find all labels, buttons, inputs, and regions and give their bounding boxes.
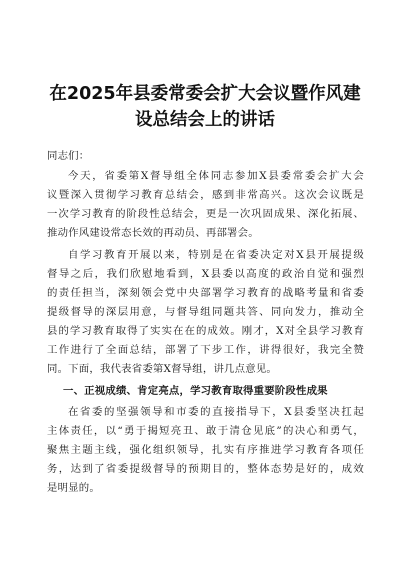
paragraph-2-line-5: 县的学习教育取得了实实在在的成效。刚才，X对全县学习教育	[47, 325, 364, 337]
paragraph-3-line-1: 在省委的坚强领导和市委的直接指导下，X县委坚决扛起	[68, 406, 364, 418]
salutation: 同志们：	[47, 150, 90, 162]
title-line-1: 在2025年县委常委会扩大会议暨作风建	[49, 84, 361, 104]
paragraph-2-line-6: 工作进行了全面总结，部署了下步工作，讲得很好，我完全赞	[47, 344, 364, 356]
paragraph-2-line-1: 自学习教育开展以来，特别是在省委决定对X县开展提级	[68, 249, 364, 261]
paragraph-2-line-7: 同。下面，我代表省委第X督导组，讲几点意见。	[47, 363, 277, 375]
paragraph-2-line-2: 督导之后，我们欣慰地看到，X县委以高度的政治自觉和强烈	[47, 268, 364, 280]
paragraph-3-line-3: 聚焦主题主线，强化组织领导，扎实有序推进学习教育各项任	[47, 444, 364, 456]
section-heading: 一、正视成绩、肯定亮点，学习教育取得重要阶段性成果	[63, 385, 328, 397]
paragraph-3-line-5: 是明显的。	[47, 482, 100, 494]
paragraph-2-line-4: 提级督导的深层用意，与督导组同题共答、同向发力，推动全	[47, 306, 364, 318]
paragraph-3-line-2: 主体责任，以“勇于揭短亮丑、敢于清仓见底”的决心和勇气，	[47, 425, 364, 437]
paragraph-1-line-1: 今天，省委第X督导组全体同志参加X县委常委会扩大会	[68, 170, 364, 182]
paragraph-2-line-3: 的责任担当，深刻领会党中央部署学习教育的战略考量和省委	[47, 287, 364, 299]
paragraph-1-line-3: 一次学习教育的阶段性总结会，更是一次巩固成果、深化拓展、	[47, 208, 364, 220]
paragraph-1-line-4: 推动作风建设常态长效的再动员、再部署会。	[47, 227, 259, 239]
paragraph-1-line-2: 议暨深入贯彻学习教育总结会，感到非常高兴。这次会议既是	[47, 189, 364, 201]
document-title	[48, 81, 362, 133]
title-line-2: 设总结会上的讲话	[135, 110, 275, 130]
paragraph-3-line-4: 务，达到了省委提级督导的预期目的，整体态势是好的，成效	[47, 463, 364, 475]
